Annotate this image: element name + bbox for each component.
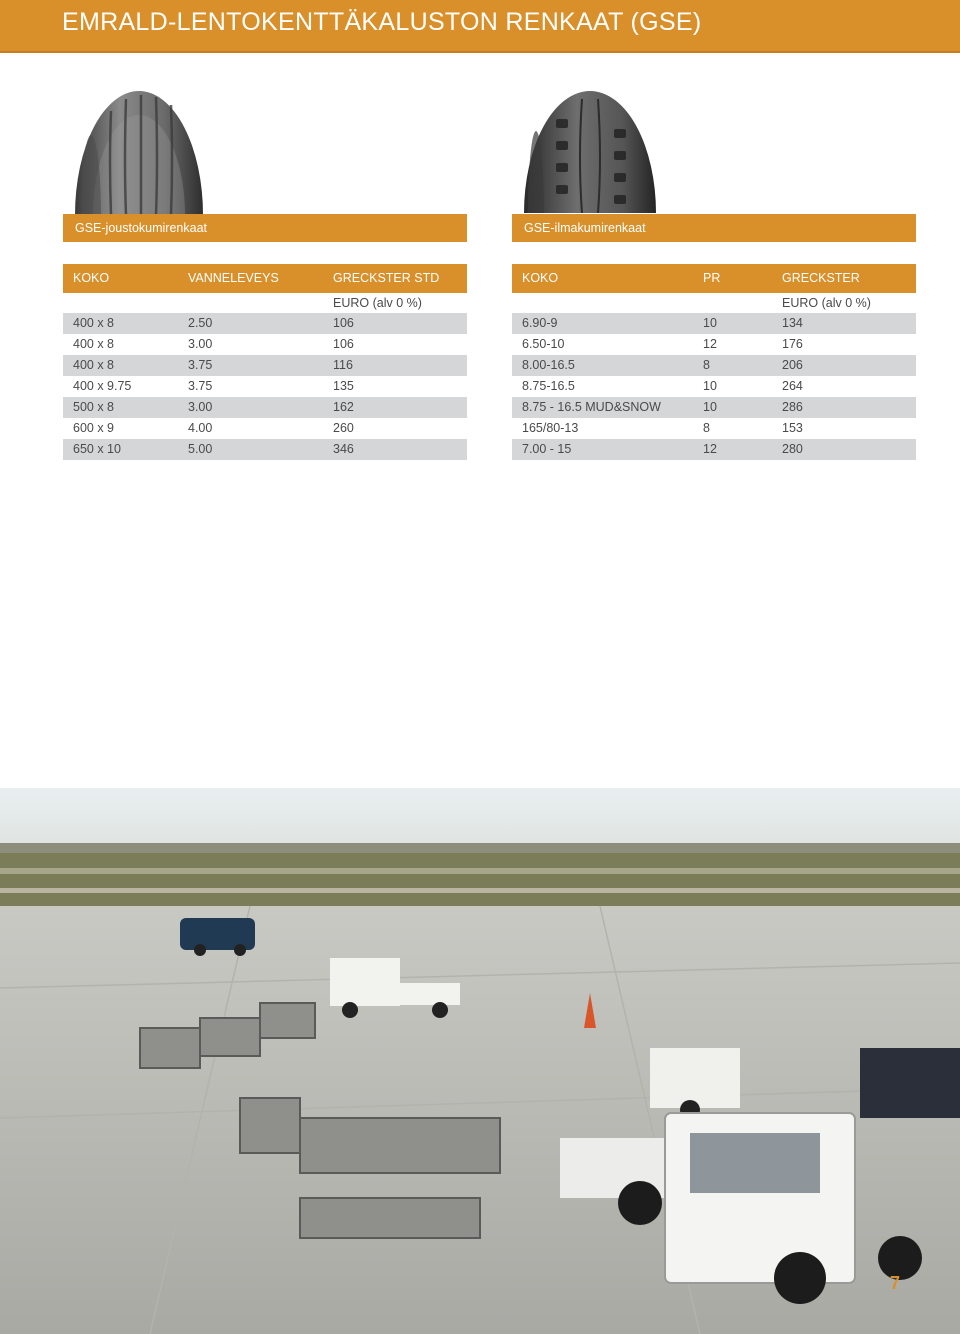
table-row: [512, 397, 916, 418]
cell-price: 264: [782, 379, 803, 393]
pneumatic-tires-caption: GSE-ilmakumirenkaat: [512, 214, 916, 242]
cell-koko: 650 x 10: [73, 442, 121, 456]
cell-pr: 12: [703, 337, 717, 351]
price-unit-label: EURO (alv 0 %): [333, 296, 422, 310]
table-row: [512, 376, 916, 397]
price-unit: [63, 293, 467, 313]
pneumatic-tire-image: [520, 89, 660, 213]
cell-price: 135: [333, 379, 354, 393]
cell-koko: 400 x 8: [73, 316, 115, 330]
cell-price: 346: [333, 442, 354, 456]
table-row: [63, 397, 467, 418]
header-koko: KOKO: [73, 271, 110, 285]
header-pr: PR: [703, 271, 721, 285]
table-row: [512, 439, 916, 460]
cell-koko: 500 x 8: [73, 400, 115, 414]
solid-tires-table-header: [63, 264, 467, 293]
cell-price: 134: [782, 316, 803, 330]
table-row: [63, 313, 467, 334]
cell-pr: 10: [703, 400, 717, 414]
cell-price: 280: [782, 442, 803, 456]
cell-koko: 6.90-9: [522, 316, 558, 330]
cell-price: 206: [782, 358, 803, 372]
cell-price: 106: [333, 337, 354, 351]
table-row: [512, 355, 916, 376]
table-row: [63, 418, 467, 439]
cell-pr: 10: [703, 379, 717, 393]
solid-tires-caption: GSE-joustokumirenkaat: [63, 214, 467, 242]
table-row: [63, 334, 467, 355]
cell-vanneleveys: 3.00: [188, 337, 213, 351]
table-row: [512, 418, 916, 439]
header-vanneleveys: VANNELEVEYS: [188, 271, 279, 285]
cell-koko: 8.75 - 16.5 MUD&SNOW: [522, 400, 661, 414]
cell-koko: 400 x 9.75: [73, 379, 132, 393]
cell-price: 116: [333, 358, 353, 372]
price-unit-label: EURO (alv 0 %): [782, 296, 871, 310]
cell-price: 106: [333, 316, 354, 330]
page-number: 7: [890, 1273, 901, 1293]
airport-apron-photo: [0, 788, 960, 1334]
cell-koko: 165/80-13: [522, 421, 579, 435]
cell-koko: 600 x 9: [73, 421, 115, 435]
cell-price: 286: [782, 400, 803, 414]
cell-vanneleveys: 3.00: [188, 400, 213, 414]
cell-price: 176: [782, 337, 803, 351]
header-greckster-std: GRECKSTER STD: [333, 271, 440, 285]
pneumatic-tires-table-header: [512, 264, 916, 293]
page-title: EMRALD-LENTOKENTTÄKALUSTON RENKAAT (GSE): [62, 8, 702, 36]
cell-koko: 8.75-16.5: [522, 379, 575, 393]
cell-vanneleveys: 3.75: [188, 358, 213, 372]
page-header: [0, 0, 960, 53]
table-row: [63, 439, 467, 460]
cell-price: 260: [333, 421, 354, 435]
table-row: [512, 313, 916, 334]
cell-vanneleveys: 3.75: [188, 379, 213, 393]
table-row: [512, 334, 916, 355]
cell-pr: 8: [703, 358, 710, 372]
table-row: [63, 355, 467, 376]
table-row: [63, 376, 467, 397]
pneumatic-tires-table-body: [512, 313, 916, 460]
cell-koko: 400 x 8: [73, 337, 115, 351]
cell-vanneleveys: 4.00: [188, 421, 213, 435]
cell-pr: 10: [703, 316, 717, 330]
cell-koko: 8.00-16.5: [522, 358, 575, 372]
cell-pr: 12: [703, 442, 717, 456]
cell-koko: 7.00 - 15: [522, 442, 572, 456]
cell-price: 153: [782, 421, 803, 435]
header-greckster: GRECKSTER: [782, 271, 860, 285]
header-koko: KOKO: [522, 271, 559, 285]
cell-price: 162: [333, 400, 354, 414]
cell-koko: 6.50-10: [522, 337, 565, 351]
solid-tire-image: [71, 91, 211, 215]
cell-vanneleveys: 5.00: [188, 442, 213, 456]
cell-vanneleveys: 2.50: [188, 316, 213, 330]
price-unit: [512, 293, 916, 313]
cell-pr: 8: [703, 421, 710, 435]
solid-tires-table-body: [63, 313, 467, 460]
cell-koko: 400 x 8: [73, 358, 115, 372]
